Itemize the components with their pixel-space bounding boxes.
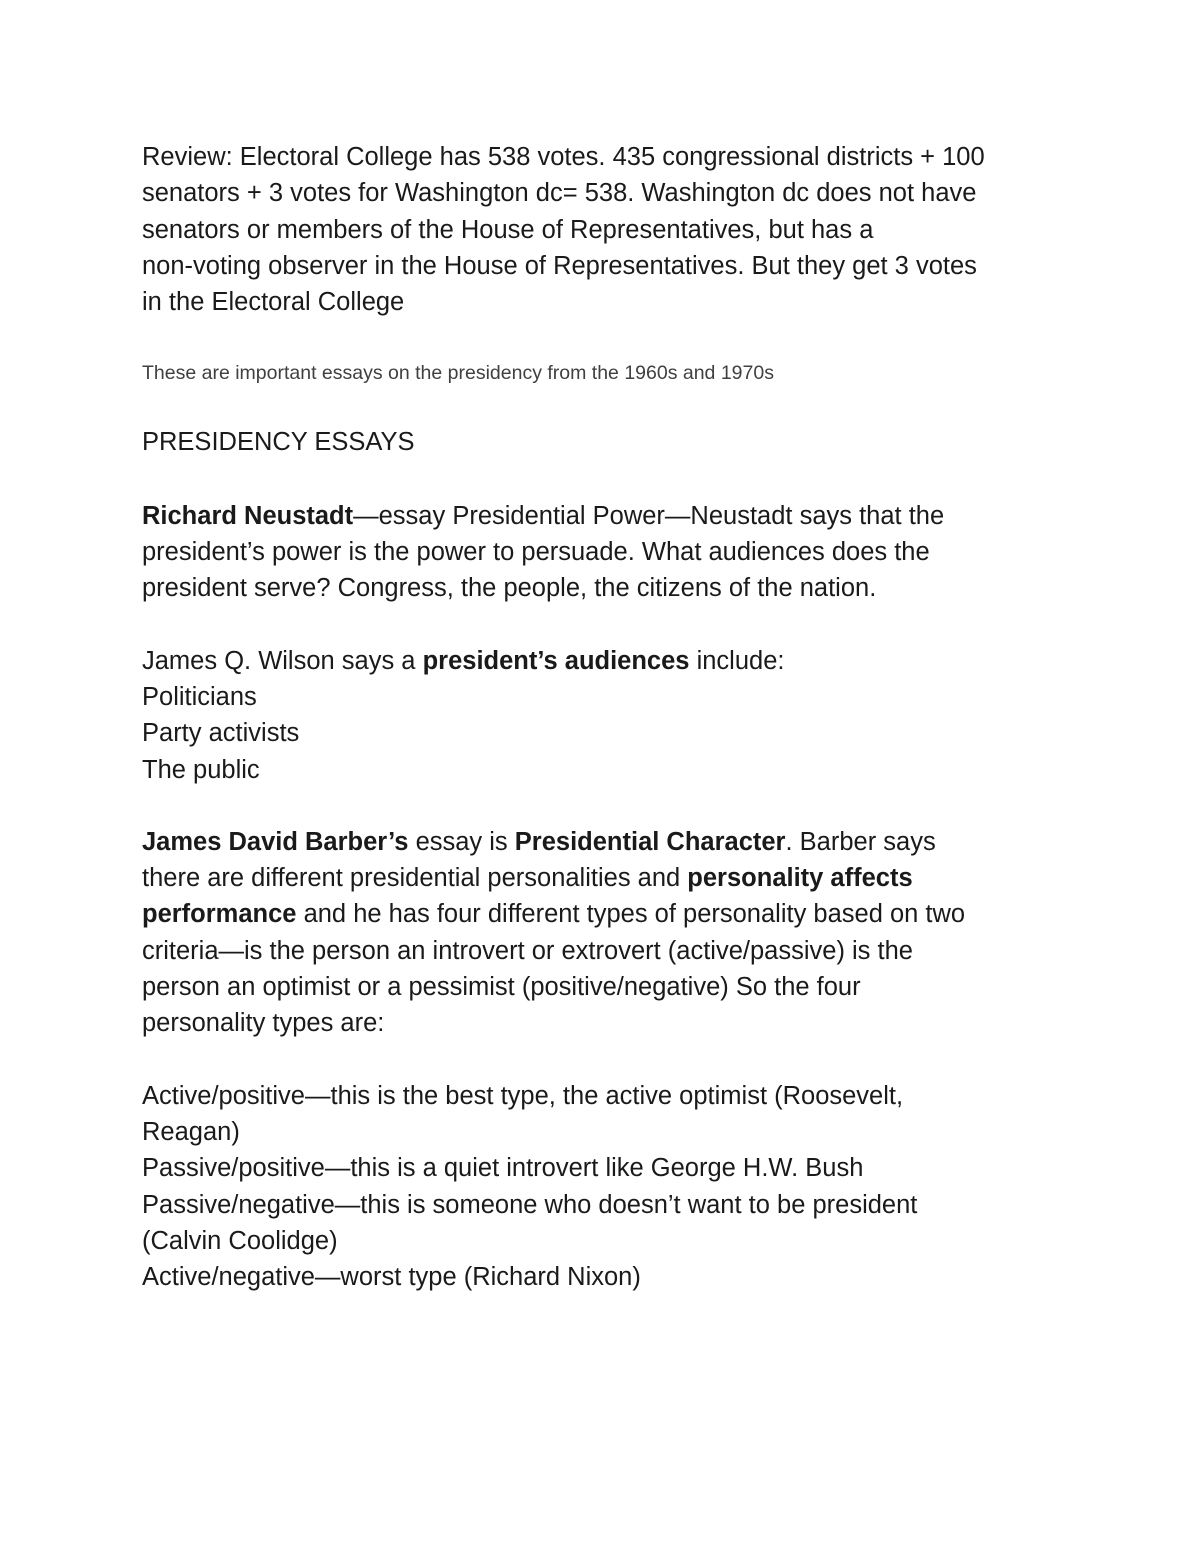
document-page [142,139,1082,1295]
type-line: Passive/positive—this is a quiet introvert like George H.W. Bush [142,1154,864,1183]
barber-line-2-bold: personality affects [687,864,913,893]
barber-line-3-text: and he has four different types of personality based on two [296,900,966,929]
barber-line-1-mid: essay is [408,827,515,856]
barber-line-5: person an optimist or a pessimist (positive/negative) So the four [142,973,861,1002]
neustadt-line-1-text: —essay Presidential Power—Neustadt says that the [353,501,945,530]
audience-item: Politicians [142,682,257,711]
wilson-paragraph [142,643,1082,788]
wilson-intro-post: include: [689,646,785,675]
review-line: Review: Electoral College has 538 votes. 435 congressional districts + 100 [142,143,985,171]
review-line: in the Electoral College [142,288,405,317]
barber-line-3 [142,896,1082,932]
wilson-intro-bold: president’s audiences [422,646,690,675]
review-line: non-voting observer in the House of Representatives. But they get 3 votes [142,251,977,280]
review-line: senators + 3 votes for Washington dc= 538. Washington dc does not have [142,179,977,208]
barber-line-1 [142,824,1082,860]
barber-line-6: personality types are: [142,1009,385,1038]
audience-item: Party activists [142,719,300,748]
neustadt-line-2: president’s power is the power to persuade. What audiences does the [142,538,930,567]
barber-name: James David Barber’s [142,827,409,856]
barber-line-3-bold: performance [142,900,297,929]
type-line: Active/negative—worst type (Richard Nixon) [142,1263,641,1292]
barber-title: Presidential Character [514,827,786,856]
wilson-intro [142,643,1082,679]
type-line: Passive/negative—this is someone who doesn’t want to be president [142,1190,918,1219]
type-line: (Calvin Coolidge) [142,1226,338,1255]
type-line: Reagan) [142,1117,240,1146]
type-line: Active/positive—this is the best type, the active optimist (Roosevelt, [142,1081,904,1110]
barber-line-2-text: there are different presidential personalities and [142,864,688,893]
neustadt-paragraph [142,498,1082,607]
barber-line-4: criteria—is the person an introvert or extrovert (active/passive) is the [142,936,913,965]
essays-note: These are important essays on the presidency from the 1960s and 1970s [142,362,774,385]
wilson-intro-pre: James Q. Wilson says a [142,646,423,675]
neustadt-line-1 [142,498,1082,534]
barber-line-1-end: . Barber says [785,827,936,856]
barber-paragraph [142,824,1082,1042]
audience-item: The public [142,755,260,784]
section-heading: PRESIDENCY ESSAYS [142,428,415,457]
barber-line-2 [142,860,1082,896]
personality-types-list [142,1078,1082,1296]
review-paragraph [142,139,1082,320]
neustadt-name: Richard Neustadt [142,501,354,530]
review-line: senators or members of the House of Representatives, but has a [142,215,874,244]
neustadt-line-3: president serve? Congress, the people, the citizens of the nation. [142,574,877,603]
